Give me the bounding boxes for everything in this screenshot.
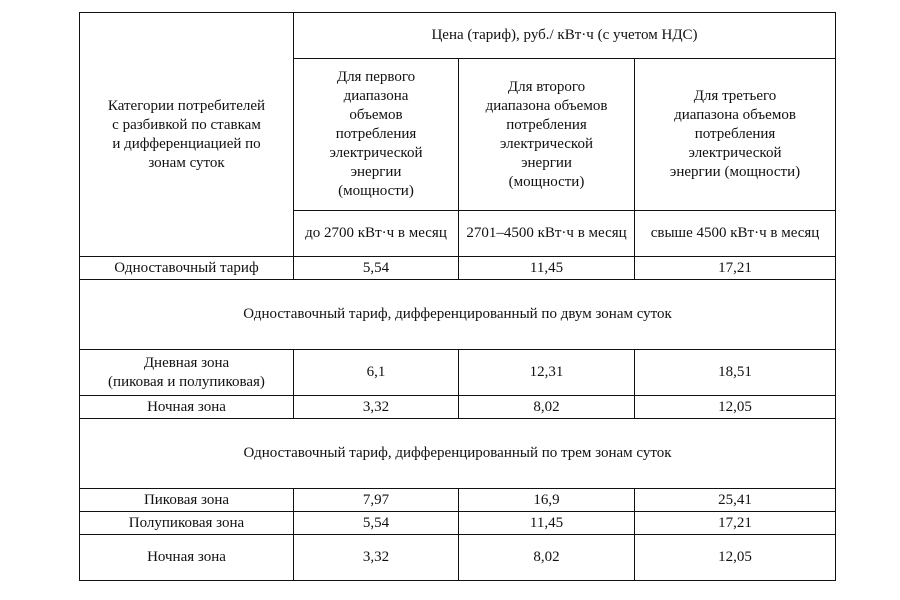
price-value: 7,97 (294, 489, 459, 512)
price-value: 8,02 (459, 396, 635, 419)
range-1-header (294, 59, 459, 211)
table-row (80, 512, 836, 535)
range-2-limit (459, 211, 635, 257)
range-2-limit-text: 2701–4500 кВт·ч в месяц (466, 225, 627, 241)
range-2-header-line: (мощности) (508, 173, 585, 190)
range-1-header-line: потребления (335, 126, 417, 142)
range-1-header-line: (мощности) (338, 183, 414, 199)
section-title: Одноставочный тариф, дифференцированный по двум зонам суток (80, 280, 836, 350)
section-row (80, 419, 836, 489)
range-2-header-line: диапазона объемов (485, 97, 608, 114)
section-row (80, 280, 836, 350)
price-value: 12,31 (459, 350, 635, 396)
range-2-header (459, 59, 635, 211)
price-value: 16,9 (459, 489, 635, 512)
range-2-header-line: электрической (500, 135, 593, 152)
price-value: 8,02 (459, 535, 635, 581)
range-3-limit (635, 211, 836, 257)
range-1-header-line: Для первого (336, 69, 416, 85)
price-value: 11,45 (459, 257, 635, 280)
table-row (80, 396, 836, 419)
range-3-header-line: электрической (688, 145, 782, 161)
range-1-limit (294, 211, 459, 257)
table-row (80, 257, 836, 280)
row-label: Пиковая зона (80, 489, 294, 512)
price-value: 12,05 (635, 535, 836, 581)
price-header: Цена (тариф), руб./ кВт·ч (с учетом НДС) (294, 13, 836, 59)
row-label: Одноставочный тариф (80, 257, 294, 280)
tariff-table (79, 12, 836, 581)
table-row (80, 535, 836, 581)
row-label: Ночная зона (80, 396, 294, 419)
category-header-line: и дифференциацией по (112, 135, 261, 152)
row-label: Полупиковая зона (80, 512, 294, 535)
row-label: Ночная зона (80, 535, 294, 581)
price-value: 6,1 (294, 350, 459, 396)
price-value: 25,41 (635, 489, 836, 512)
price-value: 17,21 (635, 512, 836, 535)
range-1-header-line: электрической (329, 145, 423, 161)
category-header-line: зонам суток (148, 154, 225, 171)
row-label-line: (пиковая и полупиковая) (108, 373, 265, 390)
range-1-header-line: энергии (350, 164, 402, 180)
price-value: 3,32 (294, 535, 459, 581)
price-value: 12,05 (635, 396, 836, 419)
range-3-header-line: диапазона объемов (674, 107, 796, 123)
range-2-header-line: Для второго (507, 78, 586, 95)
price-value: 18,51 (635, 350, 836, 396)
range-3-header-line: потребления (694, 126, 776, 142)
category-header-line: с разбивкой по ставкам (112, 116, 261, 133)
range-3-header-line: энергии (мощности) (669, 164, 801, 180)
price-value: 11,45 (459, 512, 635, 535)
range-3-limit-text: свыше 4500 кВт·ч в месяц (650, 225, 820, 241)
row-label (80, 350, 294, 396)
price-value: 5,54 (294, 257, 459, 280)
category-header (80, 13, 294, 257)
table-row (80, 350, 836, 396)
range-1-limit-text: до 2700 кВт·ч в месяц (305, 225, 447, 241)
range-3-header-line: Для третьего (693, 88, 777, 104)
row-label-line: Дневная зона (143, 354, 230, 371)
range-2-header-line: энергии (521, 154, 572, 171)
price-value: 5,54 (294, 512, 459, 535)
range-1-header-line: диапазона (343, 88, 409, 104)
section-title: Одноставочный тариф, дифференцированный по трем зонам суток (80, 419, 836, 489)
range-1-header-line: объемов (349, 107, 403, 123)
range-3-header (635, 59, 836, 211)
table-row (80, 489, 836, 512)
price-value: 3,32 (294, 396, 459, 419)
category-header-line: Категории потребителей (107, 97, 266, 114)
range-2-header-line: потребления (506, 116, 587, 133)
price-value: 17,21 (635, 257, 836, 280)
